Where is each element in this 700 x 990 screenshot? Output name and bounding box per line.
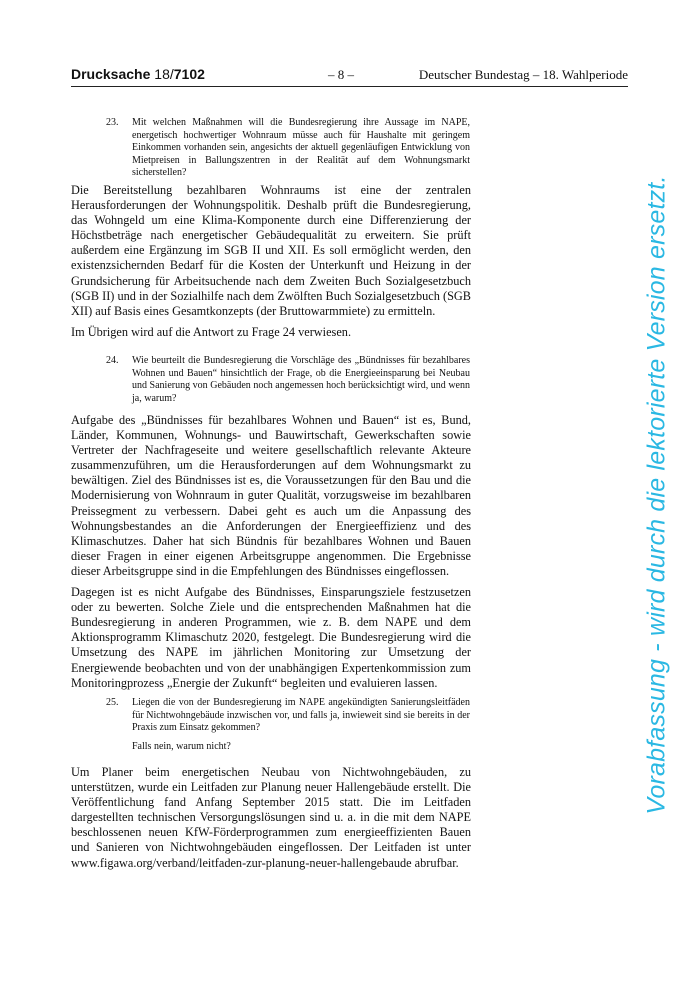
- watermark-text: Vorabfassung - wird durch die lektorierte Version ersetzt.: [642, 175, 671, 815]
- doc-number-main: 7102: [173, 66, 205, 82]
- question-text: Wie beurteilt die Bundesregierung die Vorschläge des „Bündnisses für bezahlbares Wohnen und Bauen“ hinsichtlich der Frage, ob die Energieeinsparung bei Neubau und Sanierung von Gebäuden noch angemessen hoch berücksichtigt wird, und wenn ja, warum?: [132, 355, 470, 404]
- publisher: Deutscher Bundestag – 18. Wahlperiode: [418, 67, 628, 82]
- answer-24: [71, 413, 471, 697]
- answer-23: [71, 183, 471, 346]
- answer-paragraph: Im Übrigen wird auf die Antwort zu Frage 24 verwiesen.: [71, 324, 352, 339]
- question-23: [106, 117, 470, 180]
- doc-number-prefix: 18/: [154, 66, 174, 82]
- page-number: – 8 –: [328, 67, 354, 82]
- answer-paragraph: Die Bereitstellung bezahlbaren Wohnraums ist eine der zentralen Herausforderungen der Wohnungspolitik. Deshalb prüft die Bundesregierung, das Wohngeld um eine Klima-Komponente durch eine Differenzierung der Höchstbeträge nach energetischer Gebäudequalität zu erweitern. Sie prüft außerdem eine Ergänzung im SGB II und XII. Es soll ermöglicht werden, den existenzsichernden Bedarf für die Kosten der Unterkunft und Heizung in der Grundsicherung für Arbeitsuchende nach dem Zweiten Buch Sozialgesetzbuch (SGB II) und in der Sozialhilfe nach dem Zwölften Buch Sozialgesetzbuch (SGB XII) auf Basis eines Gesamtkonzepts (der Bruttowarmmiete) zu ermitteln.: [71, 183, 471, 318]
- answer-25: [71, 765, 471, 877]
- question-number: 25.: [106, 697, 119, 708]
- answer-paragraph: Aufgabe des „Bündnisses für bezahlbares Wohnen und Bauen“ ist es, Bund, Länder, Kommunen, Wohnungs- und Bauwirtschaft, Gewerkschaften sowie Vertreter der Nachfrageseite und weitere gesellschaftlich relevante Akteure zusammenzuführen, um die Herausforderungen auf dem Wohnungsmarkt zu bewältigen. Ziel des Bündnisses ist es, die Voraussetzungen für den Bau und die Modernisierung von Wohnraum in guter Qualität, vorzugsweise im bezahlbaren Preissegment zu verbessern. Dabei geht es auch um die Anpassung des Wohnungsbestandes an die Anforderungen der Energieeffizienz und des Klimaschutzes. Daher hat sich Bündnis für bezahlbares Wohnen und Bauen dieser Fragen in einer eigenen Arbeitsgruppe angenommen. Die Ergebnisse dieser Arbeitsgruppe sind in die Empfehlungen des Bündnisses eingeflossen.: [71, 413, 471, 578]
- question-subtext: Falls nein, warum nicht?: [132, 740, 231, 752]
- question-text: Liegen die von der Bundesregierung im NAPE angekündigten Sanierungsleitfäden für Nichtwohngebäude inzwischen vor, und falls ja, inwieweit sind sie bereits in der Praxis zum Einsatz gekommen?: [132, 697, 470, 734]
- question-25: [106, 697, 470, 753]
- doc-label: Drucksache: [71, 66, 151, 82]
- answer-paragraph: Um Planer beim energetischen Neubau von Nichtwohngebäuden, zu unterstützen, wurde ein Leitfaden zur Planung neuer Hallengebäude erstellt. Die Veröffentlichung fand Anfang September 2015 statt. Die im Leitfaden dargestellten technischen Versorgungslösungen sind u. a. in die mit dem NAPE beschlossenen neuen KfW-Förderprogrammen zum energieeffizienten Bauen und Sanieren von Nichtwohngebäuden eingeflossen. Der Leitfaden ist unter www.figawa.org/verband/leitfaden-zur-planung-neuer-hallengebaude abrufbar.: [71, 765, 471, 870]
- answer-paragraph: Dagegen ist es nicht Aufgabe des Bündnisses, Einsparungsziele festzusetzen oder zu bewerten. Solche Ziele und die entsprechenden Maßnahmen hat die Bundesregierung in anderen Programmen, wie z. B. dem NAPE und dem Aktionsprogramm Klimaschutz 2020, festgelegt. Die Bundesregierung wird die Umsetzung des NAPE im jährlichen Monitoring zur Umsetzung der Energiewende beobachten und von der unabhängigen Expertenkommission zum Monitoringprozess „Energie der Zukunft“ begleiten und evaluieren lassen.: [71, 585, 471, 690]
- question-number: 24.: [106, 355, 119, 366]
- question-number: 23.: [106, 117, 119, 128]
- question-text: Mit welchen Maßnahmen will die Bundesregierung ihre Aussage im NAPE, energetisch hochwertiger Wohnraum müsse auch für Haushalte mit geringem Einkommen vorhanden sein, angesichts der aktuell gegenläufigen Entwicklung von Mietpreisen in Ballungszentren in der Realität auf dem Wohnungsmarkt sicherstellen?: [132, 117, 470, 179]
- page-header: [71, 66, 628, 87]
- question-24: [106, 355, 470, 405]
- document-number: [71, 66, 205, 82]
